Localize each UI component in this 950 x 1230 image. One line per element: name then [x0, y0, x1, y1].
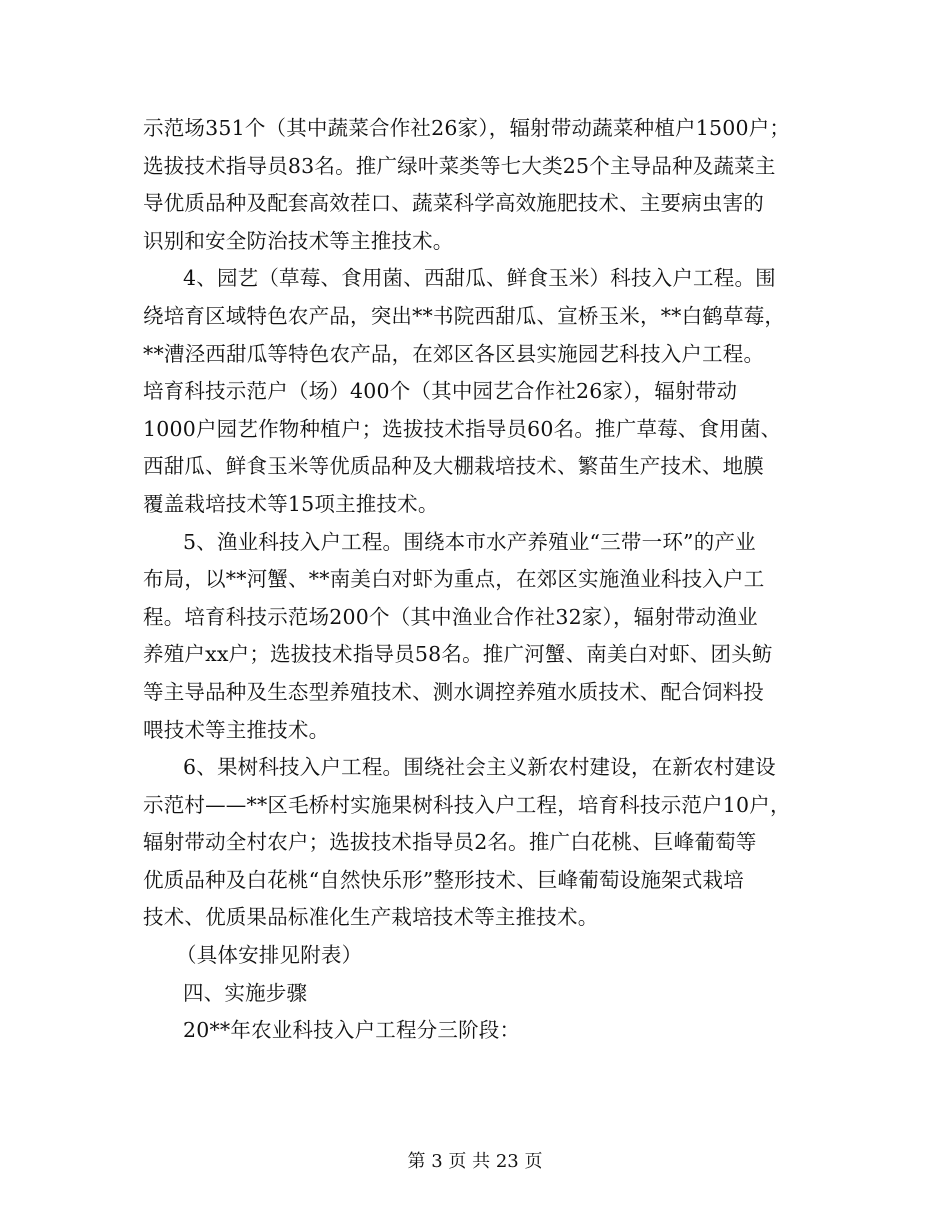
text-line: 优质品种及白花桃“自然快乐形”整形技术、巨峰葡萄设施架式栽培: [143, 867, 744, 892]
text-line: 程。培育科技示范场200个（其中渔业合作社32家），辐射带动渔业: [143, 604, 758, 629]
document-body: [143, 110, 823, 1050]
text-line: 覆盖栽培技术等15项主推技术。: [143, 491, 439, 516]
text-line: 布局，以**河蟹、**南美白对虾为重点，在郊区实施渔业科技入户工: [143, 567, 765, 592]
page-number-footer: 第 3 页 共 23 页: [407, 1151, 543, 1172]
note-line: （具体安排见附表）: [176, 943, 363, 968]
text-line: 辐射带动全村农户；选拔技术指导员2名。推广白花桃、巨峰葡萄等: [143, 830, 757, 855]
text-line: 培育科技示范户（场）400个（其中园艺合作社26家），辐射带动: [143, 379, 738, 404]
text-line: 选拔技术指导员83名。推广绿叶菜类等七大类25个主导品种及蔬菜主: [143, 153, 776, 178]
paragraph-start-line: 5、渔业科技入户工程。围绕本市水产养殖业“三带一环”的产业: [183, 529, 756, 554]
text-line: 导优质品种及配套高效茬口、蔬菜科学高效施肥技术、主要病虫害的: [143, 191, 764, 216]
text-line: 示范场351个（其中蔬菜合作社26家），辐射带动蔬菜种植户1500户；: [143, 116, 791, 140]
text-line: 1000户园艺作物种植户；选拔技术指导员60名。推广草莓、食用菌、: [143, 416, 782, 441]
text-line: **漕泾西甜瓜等特色农产品，在郊区各区县实施园艺科技入户工程。: [143, 341, 765, 366]
paragraph-start-line: 4、园艺（草莓、食用菌、西甜瓜、鲜食玉米）科技入户工程。围: [183, 266, 776, 291]
section-heading: 四、实施步骤: [183, 980, 308, 1005]
text-line: 喂技术等主推技术。: [143, 717, 330, 742]
text-line: 识别和安全防治技术等主推技术。: [143, 228, 454, 253]
text-line: 绕培育区域特色农产品，突出**书院西甜瓜、宣桥玉米，**白鹤草莓，: [143, 303, 786, 328]
text-line: 西甜瓜、鲜食玉米等优质品种及大棚栽培技术、繁苗生产技术、地膜: [143, 454, 764, 479]
text-line: 技术、优质果品标准化生产栽培技术等主推技术。: [143, 905, 599, 930]
paragraph-start-line: 6、果树科技入户工程。围绕社会主义新农村建设，在新农村建设: [183, 755, 776, 780]
text-line: 20**年农业科技入户工程分三阶段：: [183, 1018, 521, 1043]
text-line: 等主导品种及生态型养殖技术、测水调控养殖水质技术、配合饲料投: [143, 679, 764, 704]
text-line: 示范村——**区毛桥村实施果树科技入户工程，培育科技示范户10户，: [143, 792, 791, 817]
text-line: 养殖户xx户；选拔技术指导员58名。推广河蟹、南美白对虾、团头鲂: [143, 642, 773, 667]
